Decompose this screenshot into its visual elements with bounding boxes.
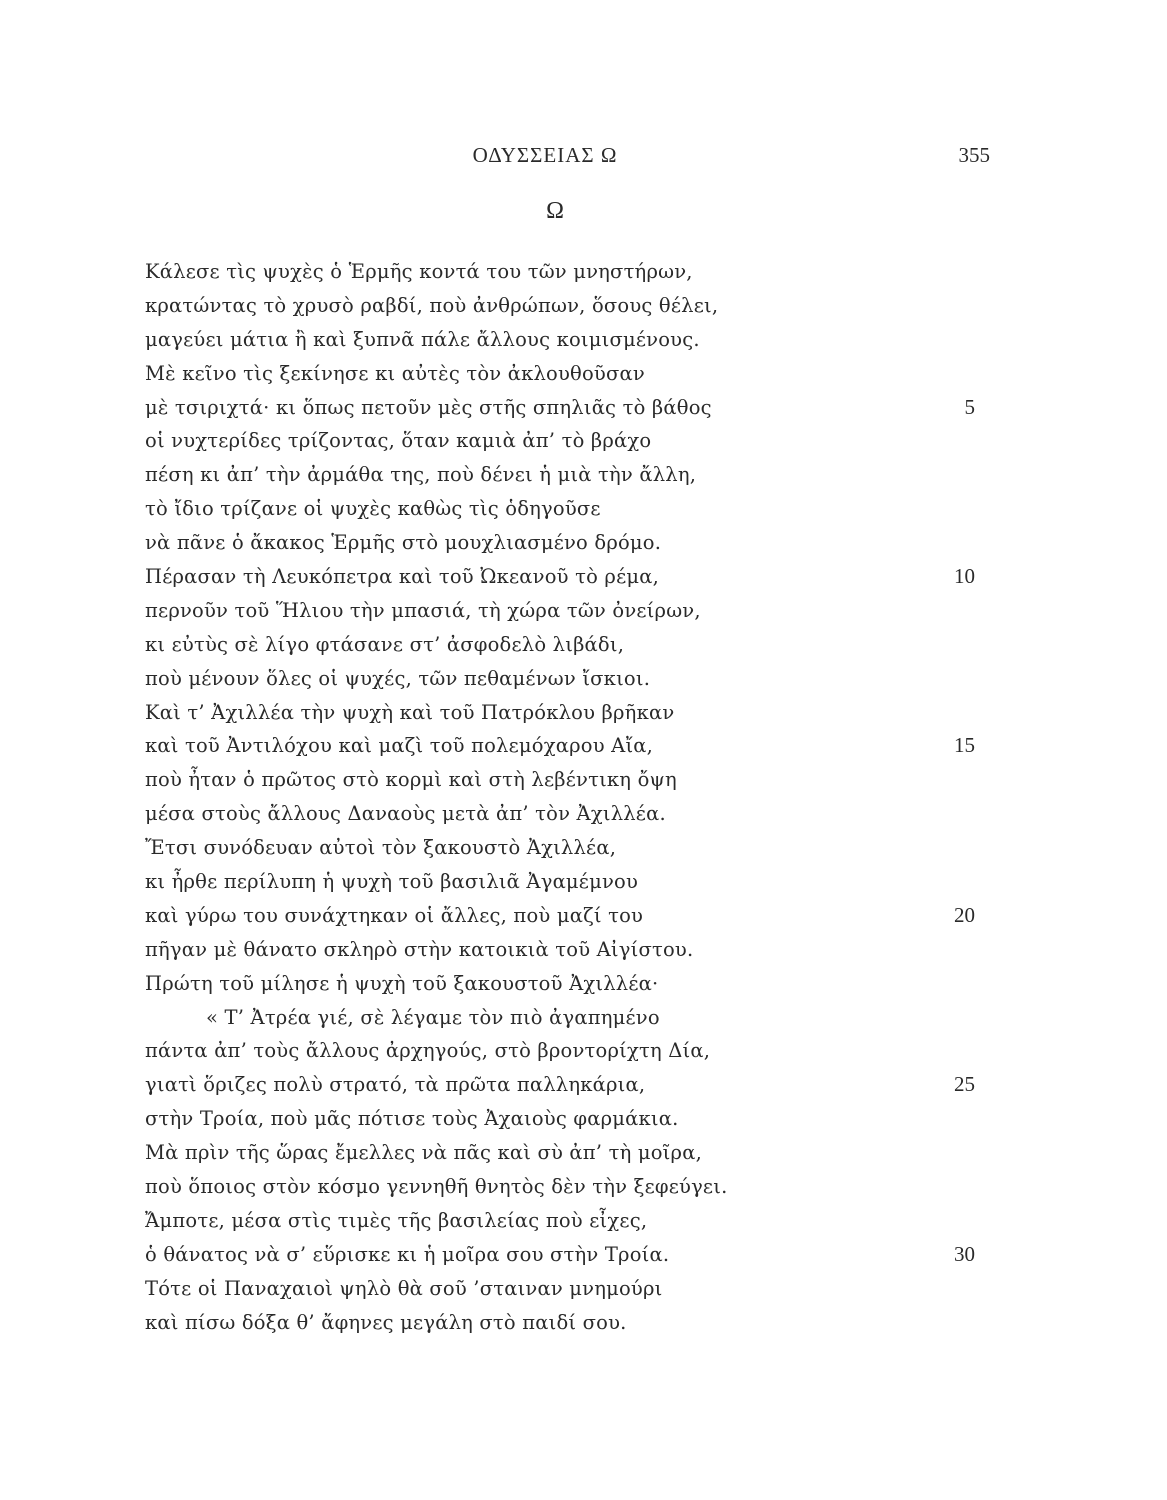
verse-line	[0, 255, 1167, 289]
verse-text: στὴν Τροία, ποὺ μᾶς πότισε τοὺς Ἀχαιοὺς φαρμάκια.	[145, 1107, 679, 1131]
verse-line	[0, 492, 1167, 526]
verse-line	[0, 1034, 1167, 1068]
page-number: 355	[958, 143, 990, 167]
verse-line	[0, 357, 1167, 391]
verse-line	[0, 560, 1167, 594]
verse-line	[0, 831, 1167, 865]
book-heading: Ω	[546, 198, 564, 224]
verse-line	[0, 1102, 1167, 1136]
verse-line	[0, 526, 1167, 560]
verse-text: Μὲ κεῖνο τὶς ξεκίνησε κι αὐτὲς τὸν ἀκλουθοῦσαν	[145, 361, 645, 385]
verse-line	[0, 1068, 1167, 1102]
verse-text: κρατώντας τὸ χρυσὸ ραβδί, ποὺ ἀνθρώπων, ὅσους θέλει,	[145, 293, 719, 317]
verse-line	[0, 899, 1167, 933]
verse-line	[0, 1272, 1167, 1306]
verse-line	[0, 696, 1167, 730]
verse-number: 5	[964, 394, 975, 419]
verse-text: νὰ πᾶνε ὁ ἄκακος Ἑρμῆς στὸ μουχλιασμένο δρόμο.	[145, 531, 662, 555]
verse-number: 20	[954, 902, 975, 927]
verse-line	[0, 323, 1167, 357]
verse-line	[0, 424, 1167, 458]
verse-text: μὲ τσιριχτά· κι ὅπως πετοῦν μὲς στῆς σπηλιᾶς τὸ βάθος	[145, 395, 712, 419]
verse-line	[0, 1204, 1167, 1238]
verse-line	[0, 865, 1167, 899]
verse-text: Ἄμποτε, μέσα στὶς τιμὲς τῆς βασιλείας ποὺ εἶχες,	[145, 1208, 648, 1232]
verse-text: Πέρασαν τὴ Λευκόπετρα καὶ τοῦ Ὠκεανοῦ τὸ ρέμα,	[145, 565, 660, 589]
verse-text: Κάλεσε τὶς ψυχὲς ὁ Ἑρμῆς κοντά του τῶν μνηστήρων,	[145, 260, 693, 283]
verse-text: ποὺ ὅποιος στὸν κόσμο γεννηθῆ θνητὸς δὲν τὴν ξεφεύγει.	[145, 1175, 728, 1199]
verse-text: ποὺ μένουν ὅλες οἱ ψυχές, τῶν πεθαμένων ἴσκιοι.	[145, 666, 651, 690]
verse-line	[0, 1170, 1167, 1204]
verse-line	[0, 967, 1167, 1001]
verse-line	[0, 763, 1167, 797]
verse-text: περνοῦν τοῦ Ἥλιου τὴν μπασιά, τὴ χώρα τῶν ὀνείρων,	[145, 598, 701, 622]
verse-text: πῆγαν μὲ θάνατο σκληρὸ στὴν κατοικιὰ τοῦ Αἰγίστου.	[145, 937, 694, 961]
running-head	[0, 143, 1167, 173]
verse-line	[0, 797, 1167, 831]
verse-text: Καὶ τ’ Ἀχιλλέα τὴν ψυχὴ καὶ τοῦ Πατρόκλου βρῆκαν	[145, 700, 675, 724]
verse-number: 30	[954, 1241, 975, 1266]
verse-text: Ἔτσι συνόδευαν αὐτοὶ τὸν ξακουστὸ Ἀχιλλέα,	[145, 836, 617, 860]
verse-text: μαγεύει μάτια ἢ καὶ ξυπνᾶ πάλε ἄλλους κοιμισμένους.	[145, 327, 700, 351]
verse-text: γιατὶ ὅριζες πολὺ στρατό, τὰ πρῶτα παλληκάρια,	[145, 1073, 646, 1097]
verse-text: Μὰ πρὶν τῆς ὥρας ἔμελλες νὰ πᾶς καὶ σὺ ἀπ’ τὴ μοῖρα,	[145, 1141, 702, 1165]
verse-line	[0, 1001, 1167, 1035]
verse-text: Πρώτη τοῦ μίλησε ἡ ψυχὴ τοῦ ξακουστοῦ Ἀχιλλέα·	[145, 971, 659, 995]
verse-line	[0, 1136, 1167, 1170]
verse-text: τὸ ἴδιο τρίζανε οἱ ψυχὲς καθὼς τὶς ὁδηγοῦσε	[145, 497, 601, 521]
verse-line	[0, 289, 1167, 323]
verse-text: καὶ γύρω του συνάχτηκαν οἱ ἄλλες, ποὺ μαζί του	[145, 903, 644, 927]
verse-line	[0, 594, 1167, 628]
verse-text: κι εὐτὺς σὲ λίγο φτάσανε στ’ ἀσφοδελὸ λιβάδι,	[145, 632, 625, 656]
verse-line	[0, 933, 1167, 967]
verse-text: καὶ τοῦ Ἀντιλόχου καὶ μαζὶ τοῦ πολεμόχαρου Αἴα,	[145, 734, 654, 758]
verse-line	[0, 729, 1167, 763]
running-title: ΟΔΥΣΣΕΙΑΣ Ω	[472, 143, 618, 167]
verse-text: μέσα στοὺς ἄλλους Δαναοὺς μετὰ ἀπ’ τὸν Ἀχιλλέα.	[145, 802, 666, 826]
verse-line	[0, 391, 1167, 425]
verse-line	[0, 1306, 1167, 1340]
verse-text: ποὺ ἦταν ὁ πρῶτος στὸ κορμὶ καὶ στὴ λεβέντικη ὄψη	[145, 768, 677, 792]
verse-text: κι ἦρθε περίλυπη ἡ ψυχὴ τοῦ βασιλιᾶ Ἀγαμέμνου	[145, 870, 639, 894]
verse-line	[0, 662, 1167, 696]
verse-text: καὶ πίσω δόξα θ’ ἄφηνες μεγάλη στὸ παιδί σου.	[145, 1310, 627, 1334]
verse-number: 10	[954, 564, 975, 589]
verse-text: Τότε οἱ Παναχαιοὶ ψηλὸ θὰ σοῦ ’σταιναν μνημούρι	[145, 1276, 663, 1300]
poem-text	[0, 255, 1167, 1340]
verse-text: πάντα ἀπ’ τοὺς ἄλλους ἀρχηγούς, στὸ βροντορίχτη Δία,	[145, 1039, 711, 1063]
verse-line	[0, 458, 1167, 492]
verse-line	[0, 628, 1167, 662]
verse-text: οἱ νυχτερίδες τρίζοντας, ὅταν καμιὰ ἀπ’ τὸ βράχο	[145, 429, 652, 453]
verse-line	[0, 1238, 1167, 1272]
verse-text: « Τ’ Ἀτρέα γιέ, σὲ λέγαμε τὸν πιὸ ἀγαπημένο	[206, 1005, 660, 1029]
verse-number: 15	[954, 733, 975, 758]
verse-number: 25	[954, 1072, 975, 1097]
verse-text: πέση κι ἀπ’ τὴν ἀρμάθα της, ποὺ δένει ἡ μιὰ τὴν ἄλλη,	[145, 463, 697, 487]
verse-text: ὁ θάνατος νὰ σ’ εὕρισκε κι ἡ μοῖρα σου στὴν Τροία.	[145, 1242, 670, 1266]
